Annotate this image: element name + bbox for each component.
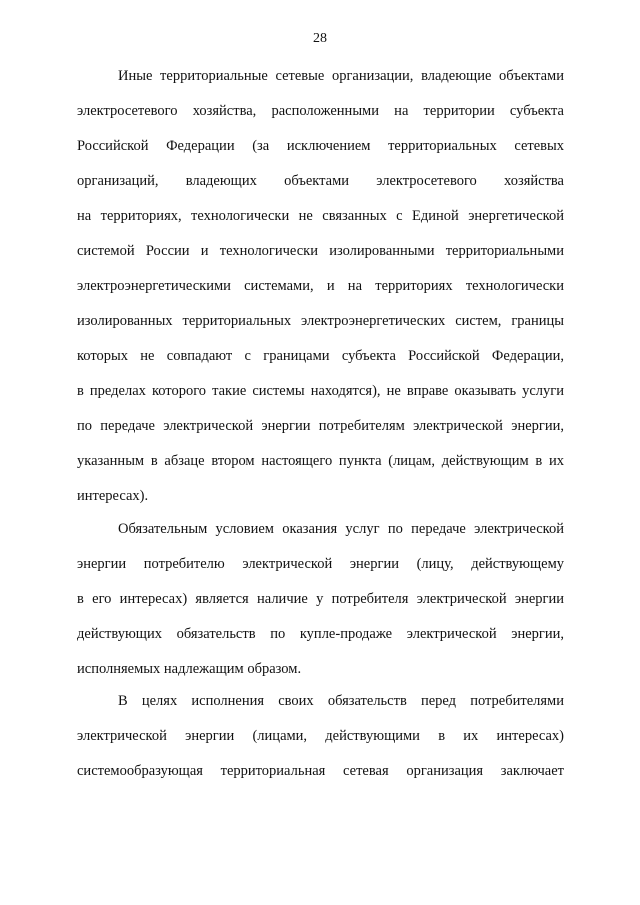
paragraph-1-line: организаций, владеющих объектами электросетевого хозяйства [77, 173, 564, 189]
paragraph-1-line: системой России и технологически изолированными территориальными [77, 243, 564, 259]
paragraph-2-line: Обязательным условием оказания услуг по передаче электрической [118, 521, 564, 537]
paragraph-1-line: по передаче электрической энергии потребителям электрической энергии, [77, 418, 564, 434]
paragraph-1-line: которых не совпадают с границами субъекта Российской Федерации, [77, 348, 564, 364]
paragraph-1-line: в пределах которого такие системы находятся), не вправе оказывать услуги [77, 383, 564, 399]
paragraph-1-line: интересах). [77, 488, 149, 504]
paragraph-3-line: системообразующая территориальная сетевая организация заключает [77, 763, 564, 779]
paragraph-2-line: энергии потребителю электрической энергии (лицу, действующему [77, 556, 564, 572]
paragraph-2-line: в его интересах) является наличие у потребителя электрической энергии [77, 591, 564, 607]
paragraph-1-line: Иные территориальные сетевые организации, владеющие объектами [118, 68, 564, 84]
paragraph-2-line: исполняемых надлежащим образом. [77, 661, 302, 677]
paragraph-1-line: Российской Федерации (за исключением территориальных сетевых [77, 138, 564, 154]
paragraph-1-line: на территориях, технологически не связанных с Единой энергетической [77, 208, 564, 224]
paragraph-1-line: электроэнергетическими системами, и на территориях технологически [77, 278, 564, 294]
paragraph-1-line: изолированных территориальных электроэнергетических систем, границы [77, 313, 564, 329]
page-number: 28 [313, 31, 327, 46]
paragraph-2-line: действующих обязательств по купле-продаже электрической энергии, [77, 626, 564, 642]
paragraph-3-line: электрической энергии (лицами, действующими в их интересах) [77, 728, 564, 744]
paragraph-1-line: указанным в абзаце втором настоящего пункта (лицам, действующим в их [77, 453, 564, 469]
paragraph-3-line: В целях исполнения своих обязательств перед потребителями [118, 693, 564, 709]
paragraph-1-line: электросетевого хозяйства, расположенными на территории субъекта [77, 103, 564, 119]
